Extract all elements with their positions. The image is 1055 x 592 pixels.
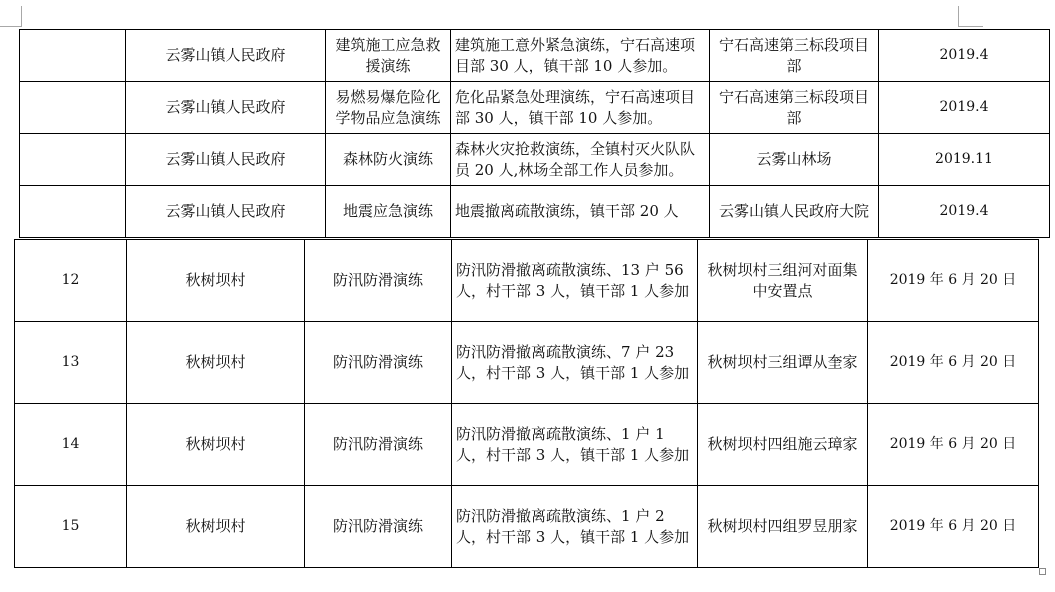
cell-place: 秋树坝村三组河对面集中安置点 bbox=[698, 240, 868, 322]
cell-place: 云雾山镇人民政府大院 bbox=[710, 186, 879, 238]
cell-number: 14 bbox=[15, 404, 127, 486]
cell-unit: 秋树坝村 bbox=[127, 486, 305, 568]
cell-place: 秋树坝村四组罗昱朋家 bbox=[698, 486, 868, 568]
table-row bbox=[15, 322, 1039, 404]
cell-date: 2019 年 6 月 20 日 bbox=[868, 486, 1039, 568]
cell-unit: 云雾山镇人民政府 bbox=[126, 82, 326, 134]
page-corner-mark-top-left-vertical bbox=[21, 6, 22, 27]
cell-drill-name: 地震应急演练 bbox=[326, 186, 451, 238]
cell-drill-content: 防汛防滑撤离疏散演练、7 户 23 人，村干部 3 人，镇干部 1 人参加 bbox=[452, 322, 698, 404]
cell-date: 2019 年 6 月 20 日 bbox=[868, 404, 1039, 486]
cell-drill-name: 易燃易爆危险化学物品应急演练 bbox=[326, 82, 451, 134]
cell-drill-name: 防汛防滑演练 bbox=[305, 322, 452, 404]
cell-place: 秋树坝村四组施云璋家 bbox=[698, 404, 868, 486]
cell-place: 秋树坝村三组谭从奎家 bbox=[698, 322, 868, 404]
cell-drill-content: 森林火灾抢救演练，全镇村灭火队队员 20 人,林场全部工作人员参加。 bbox=[451, 134, 710, 186]
cell-place: 宁石高速第三标段项目部 bbox=[710, 82, 879, 134]
page-corner-mark-top-right-vertical bbox=[958, 6, 959, 27]
table-row bbox=[20, 134, 1050, 186]
cell-drill-content: 防汛防滑撤离疏散演练、1 户 1 人，村干部 3 人，镇干部 1 人参加 bbox=[452, 404, 698, 486]
cell-drill-content: 防汛防滑撤离疏散演练、13 户 56 人，村干部 3 人，镇干部 1 人参加 bbox=[452, 240, 698, 322]
cell-number: 12 bbox=[15, 240, 127, 322]
table-row bbox=[15, 486, 1039, 568]
cell-date: 2019 年 6 月 20 日 bbox=[868, 240, 1039, 322]
table-row bbox=[20, 82, 1050, 134]
table-resize-handle[interactable] bbox=[1039, 568, 1046, 575]
table-row bbox=[15, 404, 1039, 486]
table-row bbox=[20, 30, 1050, 82]
cell-date: 2019.4 bbox=[879, 30, 1050, 82]
cell-number: 13 bbox=[15, 322, 127, 404]
cell-drill-name: 防汛防滑演练 bbox=[305, 240, 452, 322]
page-corner-mark-top-left bbox=[0, 26, 22, 27]
cell-unit: 云雾山镇人民政府 bbox=[126, 30, 326, 82]
cell-drill-name: 建筑施工应急救援演练 bbox=[326, 30, 451, 82]
cell-date: 2019.11 bbox=[879, 134, 1050, 186]
cell-unit: 秋树坝村 bbox=[127, 322, 305, 404]
cell-drill-name: 防汛防滑演练 bbox=[305, 486, 452, 568]
cell-place: 宁石高速第三标段项目部 bbox=[710, 30, 879, 82]
cell-number bbox=[20, 82, 126, 134]
cell-unit: 云雾山镇人民政府 bbox=[126, 186, 326, 238]
cell-unit: 秋树坝村 bbox=[127, 404, 305, 486]
cell-place: 云雾山林场 bbox=[710, 134, 879, 186]
cell-number bbox=[20, 186, 126, 238]
cell-drill-content: 地震撤离疏散演练，镇干部 20 人 bbox=[451, 186, 710, 238]
cell-date: 2019.4 bbox=[879, 82, 1050, 134]
cell-number bbox=[20, 134, 126, 186]
table-row bbox=[15, 240, 1039, 322]
cell-drill-name: 森林防火演练 bbox=[326, 134, 451, 186]
cell-unit: 秋树坝村 bbox=[127, 240, 305, 322]
cell-date: 2019.4 bbox=[879, 186, 1050, 238]
table-row bbox=[20, 186, 1050, 238]
cell-unit: 云雾山镇人民政府 bbox=[126, 134, 326, 186]
cell-drill-name: 防汛防滑演练 bbox=[305, 404, 452, 486]
cell-drill-content: 危化品紧急处理演练，宁石高速项目部 30 人，镇干部 10 人参加。 bbox=[451, 82, 710, 134]
drill-table-lower bbox=[14, 239, 1039, 568]
cell-drill-content: 建筑施工意外紧急演练，宁石高速项目部 30 人，镇干部 10 人参加。 bbox=[451, 30, 710, 82]
cell-number bbox=[20, 30, 126, 82]
cell-drill-content: 防汛防滑撤离疏散演练、1 户 2 人，村干部 3 人，镇干部 1 人参加 bbox=[452, 486, 698, 568]
page-corner-mark-top-right bbox=[958, 26, 983, 27]
cell-date: 2019 年 6 月 20 日 bbox=[868, 322, 1039, 404]
cell-number: 15 bbox=[15, 486, 127, 568]
drill-table-upper bbox=[19, 29, 1050, 238]
